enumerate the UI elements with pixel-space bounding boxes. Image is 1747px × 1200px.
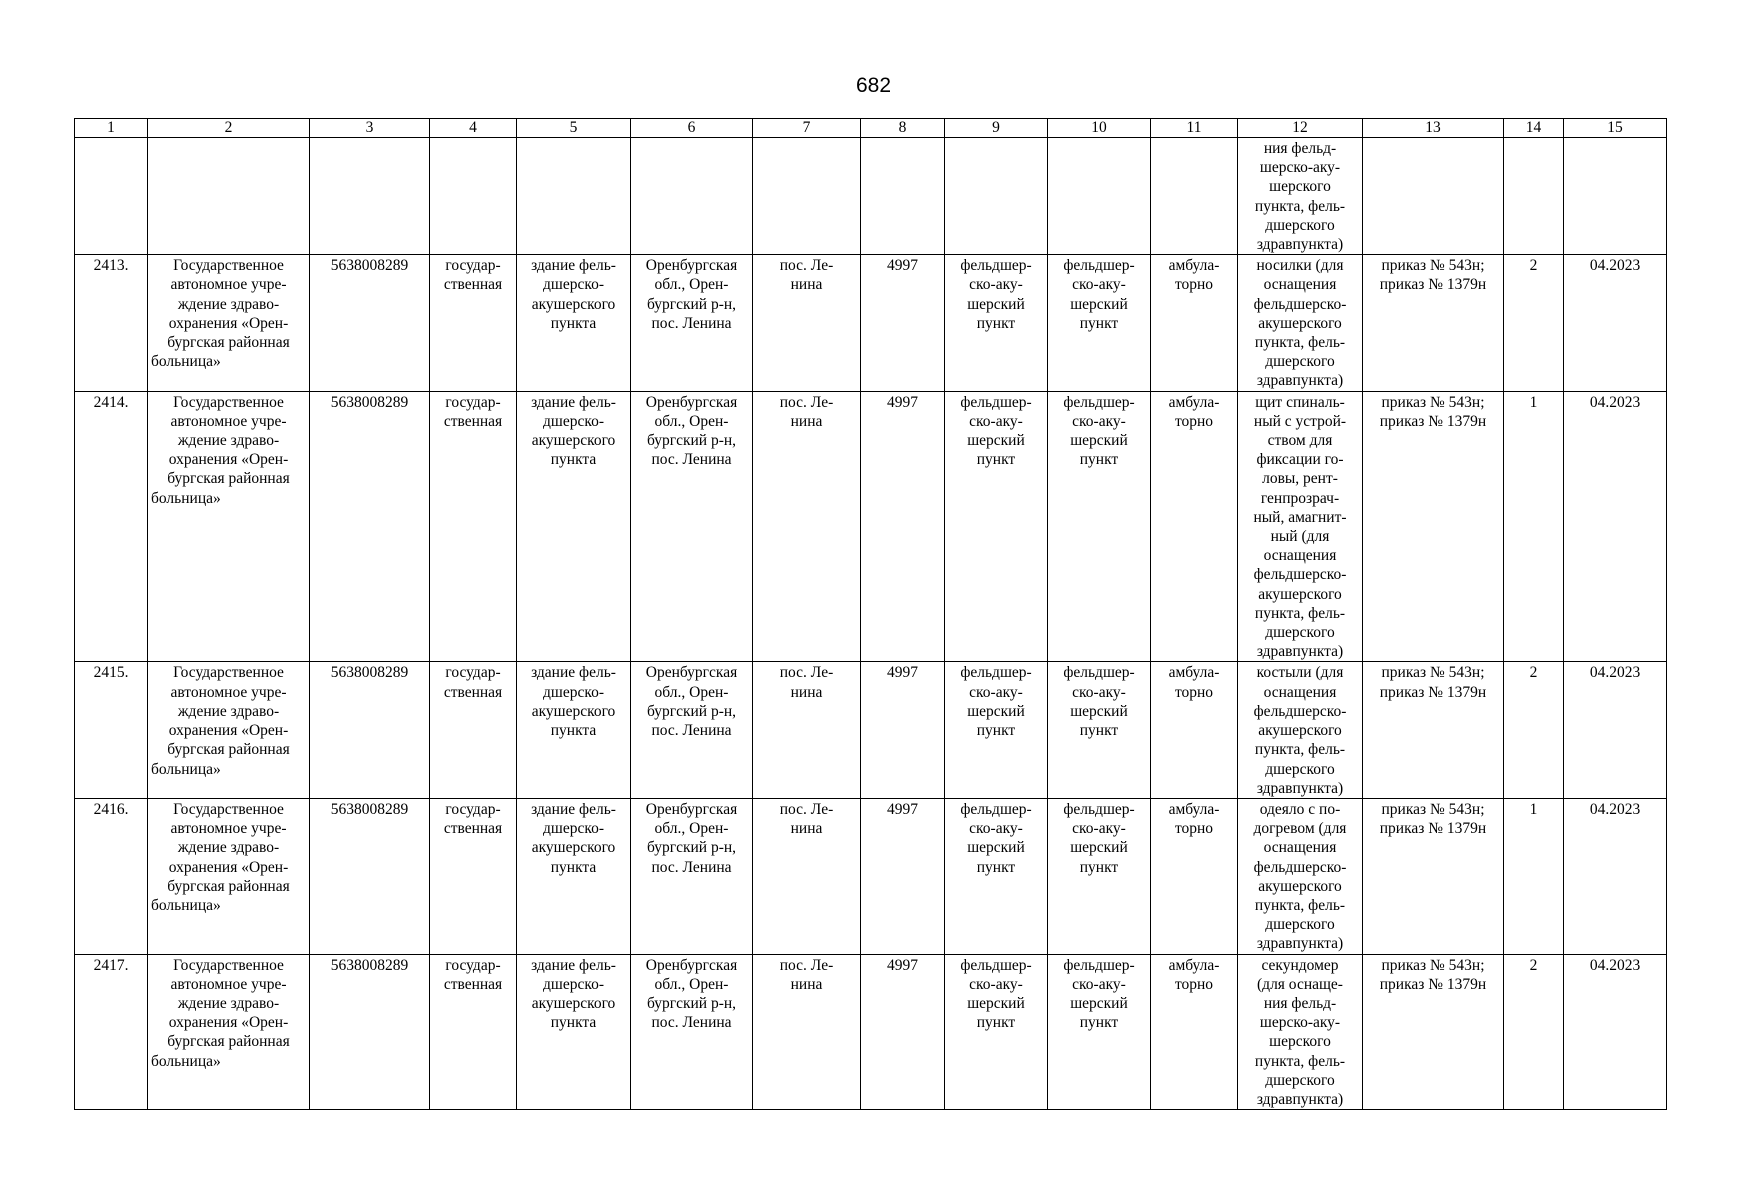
date-cell: 04.2023 [1564, 954, 1667, 1110]
population-cell: 4997 [861, 798, 945, 954]
empty-cell [1363, 138, 1504, 255]
profile-cell: фельдшер- ско-аку- шерский пункт [945, 255, 1048, 391]
table-row [75, 954, 1667, 1110]
care-type-cell: амбула- торно [1151, 391, 1238, 662]
column-number: 2 [148, 119, 310, 138]
profile-cell: фельдшер- ско-аку- шерский пункт [945, 662, 1048, 798]
quantity-cell: 2 [1504, 662, 1564, 798]
quantity-cell: 1 [1504, 798, 1564, 954]
column-number: 13 [1363, 119, 1504, 138]
profile-cell: фельдшер- ско-аку- шерский пункт [945, 954, 1048, 1110]
column-number: 14 [1504, 119, 1564, 138]
unit-cell: фельдшер- ско-аку- шерский пункт [1048, 954, 1151, 1110]
empty-cell [148, 138, 310, 255]
empty-cell [631, 138, 753, 255]
object-cell: здание фель- дшерско- акушерского пункта [517, 954, 631, 1110]
inn-cell: 5638008289 [310, 255, 430, 391]
equipment-cell: одеяло с по- догревом (для оснащения фельдшерско- акушерского пункта, фель- дшерского здравпункта) [1238, 798, 1363, 954]
unit-cell: фельдшер- ско-аку- шерский пункт [1048, 255, 1151, 391]
equipment-cell: костыли (для оснащения фельдшерско- акушерского пункта, фель- дшерского здравпункта) [1238, 662, 1363, 798]
population-cell: 4997 [861, 662, 945, 798]
column-number: 7 [753, 119, 861, 138]
ownership-cell: государ- ственная [430, 798, 517, 954]
inn-cell: 5638008289 [310, 391, 430, 662]
column-number: 11 [1151, 119, 1238, 138]
page-number: 682 [855, 74, 892, 97]
organization-cell: Государственное автономное учре-ждение здраво-охранения «Орен-бургская районная больница» [148, 798, 310, 954]
organization-cell: Государственное автономное учре-ждение здраво-охранения «Орен-бургская районная больница» [148, 255, 310, 391]
address-cell: Оренбургская обл., Орен- бургский р-н, пос. Ленина [631, 391, 753, 662]
column-number: 9 [945, 119, 1048, 138]
address-cell: Оренбургская обл., Орен- бургский р-н, пос. Ленина [631, 954, 753, 1110]
equipment-cell: секундомер (для оснаще- ния фельд- шерско-аку- шерского пункта, фель- дшерского здравпункта) [1238, 954, 1363, 1110]
table-row [75, 662, 1667, 798]
table-row [75, 391, 1667, 662]
care-type-cell: амбула- торно [1151, 798, 1238, 954]
column-number: 15 [1564, 119, 1667, 138]
object-cell: здание фель- дшерско- акушерского пункта [517, 255, 631, 391]
object-cell: здание фель- дшерско- акушерского пункта [517, 662, 631, 798]
organization-cell: Государственное автономное учре-ждение здраво-охранения «Орен-бургская районная больница» [148, 954, 310, 1110]
quantity-cell: 2 [1504, 954, 1564, 1110]
empty-cell [430, 138, 517, 255]
population-cell: 4997 [861, 954, 945, 1110]
address-cell: Оренбургская обл., Орен- бургский р-н, пос. Ленина [631, 662, 753, 798]
column-number: 12 [1238, 119, 1363, 138]
profile-cell: фельдшер- ско-аку- шерский пункт [945, 391, 1048, 662]
empty-cell [517, 138, 631, 255]
inn-cell: 5638008289 [310, 662, 430, 798]
date-cell: 04.2023 [1564, 662, 1667, 798]
population-cell: 4997 [861, 255, 945, 391]
locality-cell: пос. Ле- нина [753, 255, 861, 391]
ownership-cell: государ- ственная [430, 954, 517, 1110]
unit-cell: фельдшер- ско-аку- шерский пункт [1048, 662, 1151, 798]
object-cell: здание фель- дшерско- акушерского пункта [517, 798, 631, 954]
unit-cell: фельдшер- ско-аку- шерский пункт [1048, 798, 1151, 954]
register-table [74, 118, 1667, 1110]
empty-cell [1504, 138, 1564, 255]
population-cell: 4997 [861, 391, 945, 662]
row-number-cell: 2413. [75, 255, 148, 391]
column-number: 6 [631, 119, 753, 138]
equipment-cell: ния фельд- шерско-аку- шерского пункта, фель- дшерского здравпункта) [1238, 138, 1363, 255]
column-number: 5 [517, 119, 631, 138]
row-number-cell: 2415. [75, 662, 148, 798]
table-row [75, 255, 1667, 391]
empty-cell [310, 138, 430, 255]
object-cell: здание фель- дшерско- акушерского пункта [517, 391, 631, 662]
row-number-cell: 2414. [75, 391, 148, 662]
row-number-cell: 2416. [75, 798, 148, 954]
ownership-cell: государ- ственная [430, 391, 517, 662]
date-cell: 04.2023 [1564, 391, 1667, 662]
organization-cell: Государственное автономное учре-ждение здраво-охранения «Орен-бургская районная больница» [148, 662, 310, 798]
empty-cell [861, 138, 945, 255]
locality-cell: пос. Ле- нина [753, 391, 861, 662]
date-cell: 04.2023 [1564, 798, 1667, 954]
inn-cell: 5638008289 [310, 954, 430, 1110]
column-number: 8 [861, 119, 945, 138]
order-cell: приказ № 543н; приказ № 1379н [1363, 255, 1504, 391]
order-cell: приказ № 543н; приказ № 1379н [1363, 798, 1504, 954]
address-cell: Оренбургская обл., Орен- бургский р-н, пос. Ленина [631, 798, 753, 954]
quantity-cell: 1 [1504, 391, 1564, 662]
column-number: 4 [430, 119, 517, 138]
care-type-cell: амбула- торно [1151, 255, 1238, 391]
locality-cell: пос. Ле- нина [753, 798, 861, 954]
continuation-row [75, 138, 1667, 255]
date-cell: 04.2023 [1564, 255, 1667, 391]
empty-cell [1564, 138, 1667, 255]
column-number: 10 [1048, 119, 1151, 138]
locality-cell: пос. Ле- нина [753, 662, 861, 798]
ownership-cell: государ- ственная [430, 662, 517, 798]
empty-cell [1151, 138, 1238, 255]
unit-cell: фельдшер- ско-аку- шерский пункт [1048, 391, 1151, 662]
order-cell: приказ № 543н; приказ № 1379н [1363, 954, 1504, 1110]
order-cell: приказ № 543н; приказ № 1379н [1363, 662, 1504, 798]
empty-cell [945, 138, 1048, 255]
column-number: 1 [75, 119, 148, 138]
order-cell: приказ № 543н; приказ № 1379н [1363, 391, 1504, 662]
care-type-cell: амбула- торно [1151, 954, 1238, 1110]
empty-cell [1048, 138, 1151, 255]
row-number-cell: 2417. [75, 954, 148, 1110]
equipment-cell: носилки (для оснащения фельдшерско- акушерского пункта, фель- дшерского здравпункта) [1238, 255, 1363, 391]
profile-cell: фельдшер- ско-аку- шерский пункт [945, 798, 1048, 954]
empty-cell [75, 138, 148, 255]
ownership-cell: государ- ственная [430, 255, 517, 391]
address-cell: Оренбургская обл., Орен- бургский р-н, пос. Ленина [631, 255, 753, 391]
empty-cell [753, 138, 861, 255]
column-number: 3 [310, 119, 430, 138]
table-row [75, 798, 1667, 954]
equipment-cell: щит спиналь- ный с устрой- ством для фиксации го- ловы, рент- генпрозрач- ный, амагнит- ный (для оснащения фельдшерско- акушерского пункта, фель- дшерского здравпункта) [1238, 391, 1363, 662]
quantity-cell: 2 [1504, 255, 1564, 391]
organization-cell: Государственное автономное учре-ждение здраво-охранения «Орен-бургская районная больница» [148, 391, 310, 662]
care-type-cell: амбула- торно [1151, 662, 1238, 798]
inn-cell: 5638008289 [310, 798, 430, 954]
column-number-row [75, 119, 1667, 138]
locality-cell: пос. Ле- нина [753, 954, 861, 1110]
